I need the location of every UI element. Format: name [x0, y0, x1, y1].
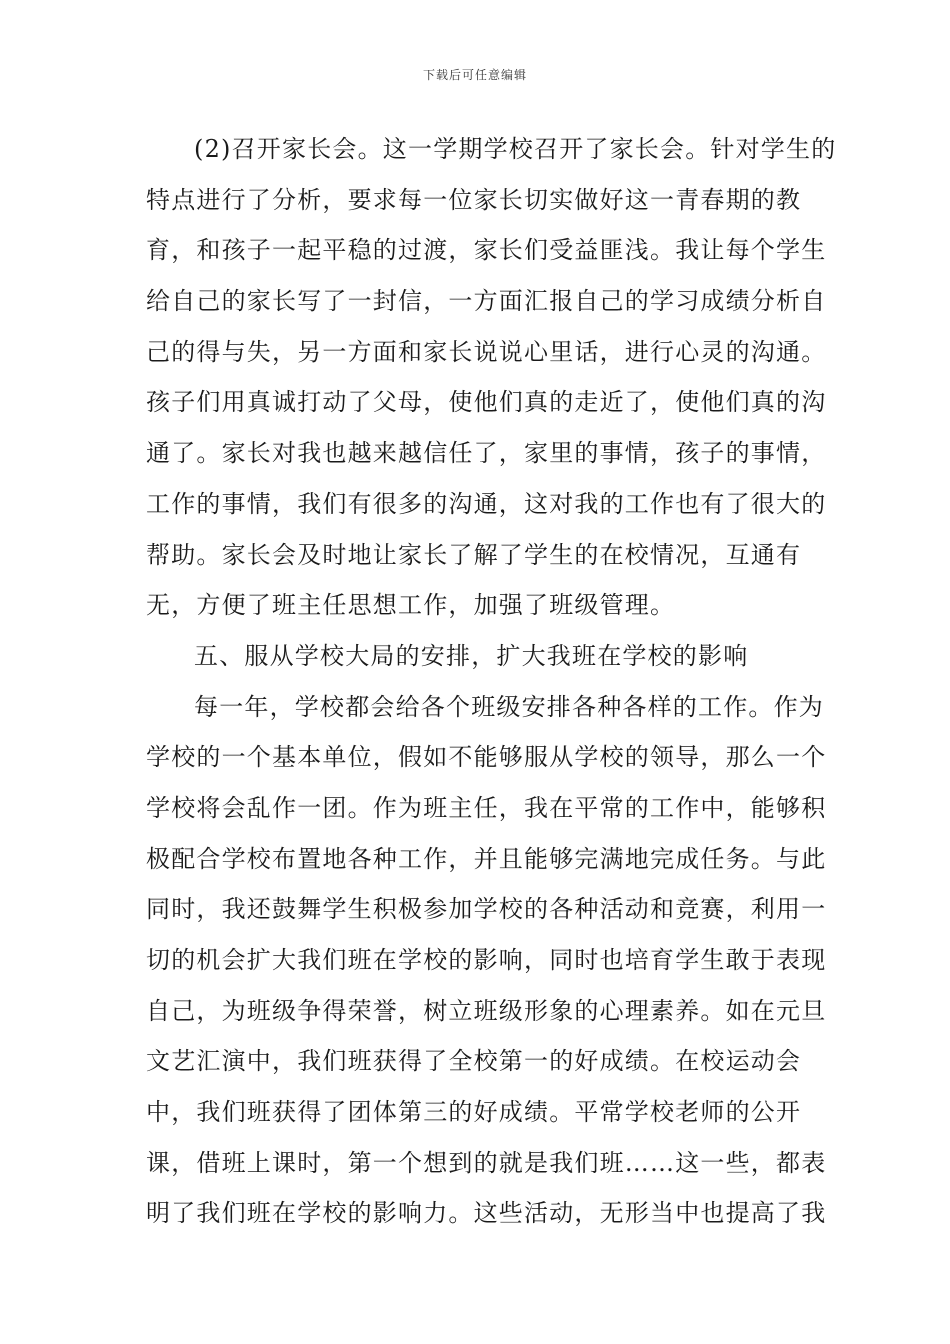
paragraph-line: 育，和孩子一起平稳的过渡，家长们受益匪浅。我让每个学生 [146, 236, 827, 265]
paragraph-line: 孩子们用真诚打动了父母，使他们真的走近了，使他们真的沟 [146, 388, 827, 417]
paragraph-line: 学校将会乱作一团。作为班主任，我在平常的工作中，能够积 [146, 793, 827, 822]
paragraph-line: 明了我们班在学校的影响力。这些活动，无形当中也提高了我 [146, 1199, 827, 1228]
paragraph-line: 中，我们班获得了团体第三的好成绩。平常学校老师的公开 [146, 1098, 802, 1127]
paragraph-line: 文艺汇演中，我们班获得了全校第一的好成绩。在校运动会 [146, 1047, 802, 1076]
paragraph-line: 无，方便了班主任思想工作，加强了班级管理。 [146, 591, 676, 620]
paragraph-line: 极配合学校布置地各种工作，并且能够完满地完成任务。与此 [146, 844, 827, 873]
paragraph-line: (2)召开家长会。这一学期学校召开了家长会。针对学生的 [194, 135, 837, 163]
document-body [146, 124, 837, 1239]
paragraph-line: 每一年，学校都会给各个班级安排各种各样的工作。作为 [194, 692, 824, 721]
paragraph-line: 工作的事情，我们有很多的沟通，这对我的工作也有了很大的 [146, 489, 827, 518]
paragraph-line: 帮助。家长会及时地让家长了解了学生的在校情况，互通有 [146, 540, 802, 569]
page-header: 下载后可任意编辑 [422, 68, 527, 82]
paragraph-line: 学校的一个基本单位，假如不能够服从学校的领导，那么一个 [146, 743, 827, 772]
paragraph-line: 给自己的家长写了一封信，一方面汇报自己的学习成绩分析自 [146, 287, 827, 316]
paragraph-line: 通了。家长对我也越来越信任了，家里的事情，孩子的事情， [146, 439, 827, 468]
section-heading: 五、服从学校大局的安排，扩大我班在学校的影响 [194, 641, 749, 670]
paragraph-line: 己的得与失，另一方面和家长说说心里话，进行心灵的沟通。 [146, 337, 827, 366]
paragraph-line: 特点进行了分析，要求每一位家长切实做好这一青春期的教 [146, 185, 802, 214]
paragraph-line: 切的机会扩大我们班在学校的影响，同时也培育学生敢于表现 [146, 946, 827, 974]
paragraph-line: 自己，为班级争得荣誉，树立班级形象的心理素养。如在元旦 [146, 996, 827, 1025]
paragraph-line: 课，借班上课时，第一个想到的就是我们班……这一些，都表 [146, 1148, 827, 1177]
paragraph-line: 同时，我还鼓舞学生积极参加学校的各种活动和竞赛，利用一 [146, 895, 827, 924]
